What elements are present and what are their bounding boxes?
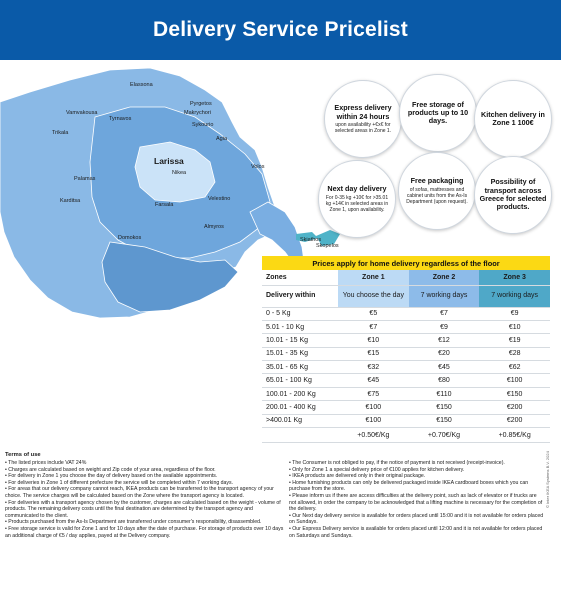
terms-title: Terms of use — [5, 452, 41, 458]
delivery-zone-2: 7 working days — [409, 285, 480, 307]
map-label-sykourio: Sykourio — [192, 122, 214, 128]
price-cell: €7 — [338, 320, 409, 333]
map-label-nikea: Nikea — [172, 170, 187, 176]
terms-item: • IKEA products are delivered only in their original package. — [289, 473, 426, 480]
terms-item: • The Consumer is not obliged to pay, if the notice of payment is not received (receipt-invoice). — [289, 460, 505, 466]
map-label-pyrgetos: Pyrgetos — [190, 101, 212, 107]
weight-cell: 100.01 - 200 Kg — [262, 387, 338, 400]
bubble-title: Next day delivery — [327, 184, 387, 194]
price-table — [262, 256, 550, 443]
price-cell: €12 — [409, 334, 480, 347]
price-cell: €28 — [479, 347, 550, 360]
terms-item: • Charges are calculated based on weight and Zip code of your area, regardless of the floor. — [5, 466, 216, 473]
table-row — [262, 374, 550, 387]
table-row — [262, 414, 550, 427]
price-cell: €9 — [479, 307, 550, 320]
terms-item: • Products purchased from the As-Is Department are transferred under consumer's responsibility, disassembled. — [5, 519, 262, 526]
price-cell: €100 — [479, 374, 550, 387]
map-label-tyrnavos: Tyrnavos — [109, 116, 132, 122]
map-label-skopelos: Skopelos — [316, 243, 339, 249]
price-cell: €150 — [479, 387, 550, 400]
map-label-agia: Agia — [216, 136, 228, 142]
price-cell: €45 — [338, 374, 409, 387]
map-label-makrychori: Makrychori — [184, 110, 211, 116]
map-label-volos: Volos — [251, 164, 265, 170]
bubble-next-day-delivery — [318, 160, 396, 238]
table-delivery-row — [262, 285, 550, 307]
bubble-title: Free storage of products up to 10 days. — [407, 99, 469, 126]
weight-cell: >400.01 Kg — [262, 414, 338, 427]
price-cell: €200 — [479, 414, 550, 427]
map-label-trikala: Trikala — [52, 130, 69, 136]
price-cell: €10 — [479, 320, 550, 333]
map-label-farsala: Farsala — [155, 202, 174, 208]
price-cell: €200 — [479, 401, 550, 414]
terms-item: • Our Express Delivery service is available for orders placed until 12:00 and it is not available for orders placed on Saturdays and Sundays. — [289, 525, 543, 539]
map-label-larissa: Larissa — [154, 156, 184, 166]
table-row — [262, 307, 550, 320]
terms-of-use — [5, 452, 545, 592]
weight-cell: 65.01 - 100 Kg — [262, 374, 338, 387]
terms-item: • The listed prices include VAT 24% — [5, 460, 87, 466]
weight-cell: 15.01 - 35 Kg — [262, 347, 338, 360]
table-row — [262, 347, 550, 360]
terms-item: • For areas that our delivery company cannot reach, IKEA products can be transferred to the transport agency of your choice. The service charges will be calculated based on the Zone where the transport agency is located. — [5, 486, 274, 499]
price-cell: €110 — [409, 387, 480, 400]
price-cell: €15 — [338, 347, 409, 360]
price-cell: €100 — [338, 414, 409, 427]
table-row — [262, 334, 550, 347]
bubble-title: Possibility of transport across Greece for selected products. — [479, 177, 547, 212]
terms-left-column — [5, 460, 285, 539]
price-cell: €100 — [338, 401, 409, 414]
terms-item: • For deliveries with a transport agency chosen by the customer, charges are calculated based on the weight - volume of products. The remaining delivery costs until the final destination are determined by the transport agency and communicated to the client. — [5, 499, 281, 519]
bubble-free-storage — [399, 74, 477, 152]
bubble-text: For 0-35 kg +10€ for >35.01 kg +14€ in selected areas in Zone 1, upon availability. — [325, 194, 389, 213]
header-zones: Zones — [262, 270, 338, 285]
terms-item: • Please inform us if there are access difficulties at the delivery point, such as lack of elevator or if trucks are not allowed, in order the company to be acknowledged that a lifting machine is necessary for the completion of the delivery. — [289, 492, 543, 513]
bubble-transport-greece — [474, 156, 552, 234]
delivery-within-label: Delivery within — [262, 285, 338, 307]
bubble-title: Free packaging — [410, 176, 464, 186]
terms-item: • For deliveries in Zone 1 of different prefecture the service will be completed within 7 working days. — [5, 479, 234, 486]
price-cell: €20 — [409, 347, 480, 360]
bubble-title: Express delivery within 24 hours — [334, 103, 392, 121]
table-row — [262, 320, 550, 333]
terms-item: • Free storage service is valid for Zone 1 and for 10 days after the date of purchase. For storage of products over 10 days an additional charge of €5 / day applies, payed at the Delivery company. — [5, 525, 284, 539]
map-label-domokos: Domokos — [118, 235, 142, 241]
table-header-row — [262, 270, 550, 285]
table-row — [262, 401, 550, 414]
price-cell: €19 — [479, 334, 550, 347]
delivery-zone-3: 7 working days — [479, 285, 550, 307]
weight-cell: 5.01 - 10 Kg — [262, 320, 338, 333]
price-cell: €150 — [409, 414, 480, 427]
price-cell: €9 — [409, 320, 480, 333]
bubble-free-packaging — [398, 152, 476, 230]
price-cell: €7 — [409, 307, 480, 320]
price-cell: €5 — [338, 307, 409, 320]
copyright-note: © Inter IKEA Systems B.V. 2024 — [545, 451, 550, 508]
terms-item: • Our Next day delivery service is available for orders placed until 15:00 and it is not available for orders placed on Sundays. — [289, 512, 544, 526]
price-cell: €10 — [338, 334, 409, 347]
page-header — [0, 0, 561, 60]
weight-cell: 200.01 - 400 Kg — [262, 401, 338, 414]
table-row — [262, 387, 550, 400]
price-cell: €62 — [479, 361, 550, 374]
extra-zone-1: +0.50€/Kg — [338, 428, 409, 443]
map-label-palamas: Palamas — [74, 176, 96, 182]
extra-zone-2: +0.70€/Kg — [409, 428, 480, 443]
extra-zone-3: +0.85€/Kg — [479, 428, 550, 443]
bubble-express-delivery — [324, 80, 402, 158]
weight-cell: 0 - 5 Kg — [262, 307, 338, 320]
price-cell: €150 — [409, 401, 480, 414]
map-label-almyros: Almyros — [204, 224, 224, 230]
header-zone-3: Zone 3 — [479, 270, 550, 285]
header-zone-2: Zone 2 — [409, 270, 480, 285]
table-row — [262, 361, 550, 374]
map-label-elassona: Elassona — [130, 82, 153, 88]
terms-item: • Only for Zone 1 a special delivery price of €100 applies for kitchen delivery. — [289, 466, 465, 473]
weight-cell: 35.01 - 65 Kg — [262, 361, 338, 374]
delivery-zone-1: You choose the day — [338, 285, 409, 307]
terms-item: • Home furnishing products can only be delivered packaged inside IKEA cardboard boxes which you can purchase from the store. — [289, 479, 529, 493]
map-label-velestino: Velestino — [208, 196, 231, 202]
map-label-vamvakousa: Vamvakousa — [66, 110, 98, 116]
table-extra-row — [262, 428, 550, 443]
price-cell: €75 — [338, 387, 409, 400]
table-banner: Prices apply for home delivery regardless of the floor — [262, 256, 550, 270]
bubble-title: Kitchen delivery in Zone 1 100€ — [481, 109, 545, 127]
weight-cell: 10.01 - 15 Kg — [262, 334, 338, 347]
bubble-text: of sofas, mattresses and cabinet units from the As-Is Department (upon request). — [406, 186, 468, 205]
header-zone-1: Zone 1 — [338, 270, 409, 285]
price-cell: €32 — [338, 361, 409, 374]
terms-item: • For delivery in Zone 1 you choose the day of delivery based on the available appointments. — [5, 473, 218, 480]
extra-label — [262, 428, 338, 443]
bubble-text: upon availability +€x€ for selected areas in Zone 1. — [334, 121, 392, 134]
price-cell: €80 — [409, 374, 480, 387]
map-label-karditsa: Karditsa — [60, 198, 81, 204]
bubble-kitchen-delivery — [474, 80, 552, 158]
page-title: Delivery Service Pricelist — [152, 18, 409, 41]
terms-right-column — [289, 460, 545, 539]
map-label-skiathos: Skiathos — [300, 237, 322, 243]
price-cell: €45 — [409, 361, 480, 374]
